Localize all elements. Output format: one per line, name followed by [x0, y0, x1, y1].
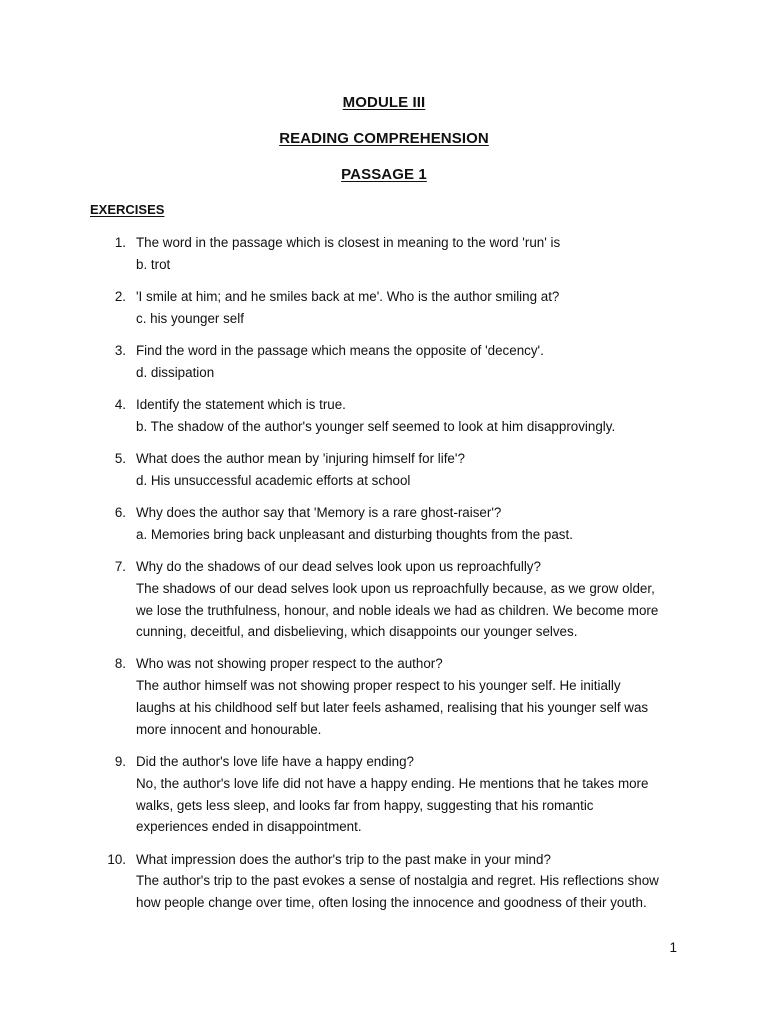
question-item	[0, 340, 768, 384]
answer-line: we lose the truthfulness, honour, and noble ideals we had as children. We become more	[136, 602, 659, 618]
question-body	[136, 232, 681, 276]
question-body	[136, 502, 681, 546]
answer-line: d. His unsuccessful academic efforts at school	[136, 472, 411, 488]
question-text: Why does the author say that 'Memory is a rare ghost-raiser'?	[136, 504, 502, 520]
question-number: 5.	[114, 450, 126, 466]
answer-line: The author himself was not showing proper respect to his younger self. He initially	[136, 678, 621, 694]
question-number: 4.	[114, 396, 126, 412]
question-text: 'I smile at him; and he smiles back at me'. Who is the author smiling at?	[136, 288, 560, 304]
question-item	[0, 394, 768, 438]
answer-line: experiences ended in disappointment.	[136, 819, 362, 835]
passage-title: PASSAGE 1	[341, 166, 427, 183]
question-item	[0, 751, 768, 838]
question-list	[0, 232, 768, 924]
answer-line: laughs at his childhood self but later feels ashamed, realising that his younger self was	[136, 700, 649, 716]
question-number: 8.	[114, 656, 126, 672]
question-body	[136, 340, 681, 384]
question-item	[0, 502, 768, 546]
answer-line: c. his younger self	[136, 310, 244, 326]
section-title: READING COMPREHENSION	[279, 130, 489, 147]
module-title: MODULE III	[342, 94, 426, 111]
question-text: Find the word in the passage which means the opposite of 'decency'.	[136, 342, 544, 358]
question-number: 2.	[114, 288, 126, 304]
question-number: 10.	[107, 851, 126, 867]
question-text: Who was not showing proper respect to the author?	[136, 656, 443, 672]
answer-line: how people change over time, often losing the innocence and goodness of their youth.	[136, 895, 647, 911]
page-number: 1	[669, 940, 677, 955]
question-item	[0, 653, 768, 740]
question-body	[136, 653, 681, 740]
question-item	[0, 556, 768, 643]
answer-line: cunning, deceitful, and disbelieving, which disappoints our younger selves.	[136, 624, 578, 640]
exercises-heading: EXERCISES	[90, 202, 165, 217]
answer-line: The shadows of our dead selves look upon us reproachfully because, as we grow older,	[136, 580, 655, 596]
answer-line: No, the author's love life did not have a happy ending. He mentions that he takes more	[136, 775, 649, 791]
answer-line: b. trot	[136, 256, 171, 272]
question-number: 3.	[114, 342, 126, 358]
question-number: 1.	[114, 235, 126, 250]
question-item	[0, 232, 768, 276]
question-body	[136, 286, 681, 330]
question-text: Why do the shadows of our dead selves look upon us reproachfully?	[136, 558, 541, 574]
question-item	[0, 448, 768, 492]
answer-line: b. The shadow of the author's younger self seemed to look at him disapprovingly.	[136, 418, 616, 434]
question-number: 7.	[114, 558, 126, 574]
question-body	[136, 849, 681, 914]
question-item	[0, 849, 768, 914]
question-text: The word in the passage which is closest in meaning to the word 'run' is	[136, 235, 561, 250]
question-body	[136, 394, 681, 438]
question-body	[136, 751, 681, 838]
question-text: What impression does the author's trip to the past make in your mind?	[136, 851, 551, 867]
question-body	[136, 448, 681, 492]
question-text: What does the author mean by 'injuring himself for life'?	[136, 450, 465, 466]
question-text: Did the author's love life have a happy ending?	[136, 754, 414, 770]
answer-line: walks, gets less sleep, and looks far from happy, suggesting that his romantic	[136, 797, 594, 813]
question-number: 6.	[114, 504, 126, 520]
question-number: 9.	[114, 754, 126, 770]
answer-line: a. Memories bring back unpleasant and disturbing thoughts from the past.	[136, 526, 573, 542]
answer-line: d. dissipation	[136, 364, 215, 380]
question-text: Identify the statement which is true.	[136, 396, 346, 412]
question-body	[136, 556, 681, 643]
answer-line: more innocent and honourable.	[136, 721, 322, 737]
answer-line: The author's trip to the past evokes a sense of nostalgia and regret. His reflections show	[136, 873, 659, 889]
question-item	[0, 286, 768, 330]
